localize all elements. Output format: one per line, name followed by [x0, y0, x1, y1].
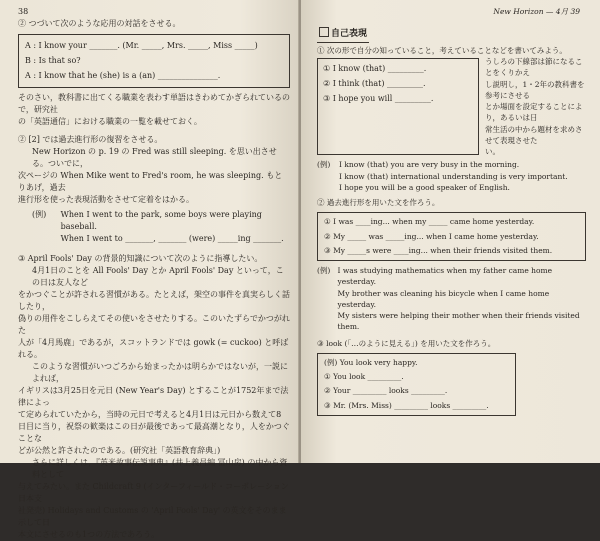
q1-line: ① I know (that) _________. — [323, 64, 427, 73]
paragraph-line: New Horizon の p. 19 の Fred was still sleeping. を思い出させる。ついでに， — [32, 146, 277, 168]
example-line: When I went to _______, _______ (were) _____ing _______. — [60, 233, 284, 243]
q2-line: ③ My _____s were ____ing... when their friends visited them. — [324, 245, 553, 255]
section-square-icon — [319, 27, 329, 37]
left-page — [0, 0, 300, 539]
paragraph-line: 社発売) Holidays and Customs の 'April Fools' Day' の英文をそのまま示して日 — [18, 505, 287, 527]
dialog-box — [18, 34, 290, 88]
paragraph-line: このような習慣がいつごろから始まったかは明らかではないが，一説によれば， — [32, 361, 288, 383]
dialog-line: A : I know your _______. (Mr. _____, Mrs. _____, Miss _____) — [25, 41, 258, 50]
example-label: (例) — [317, 266, 331, 275]
section-title: 自己表現 — [317, 27, 369, 43]
q1-note: うしろの下線部は節になることをくりかえ し説明し，1・2年の教科書を参考にさせる とか場面を設定することにより，あるいは日 常生活の中から題材を求めさせて表現させた い。 — [485, 57, 585, 156]
q2-heading: ② 過去進行形を用いた文を作ろう。 — [317, 198, 440, 207]
q2-box — [317, 212, 586, 261]
q3-line: ③ Mr. (Mrs. Miss) _________ looks _________. — [324, 400, 489, 410]
q3-line: (例) You look very happy. — [324, 357, 418, 367]
example-label: (例) — [32, 209, 47, 219]
q3-line: ① You look _________. — [324, 372, 404, 381]
example-line: When I went to the park, some boys were playing baseball. — [60, 209, 262, 231]
paragraph-line: 本文にさせるのも1つの方法であろう。 — [18, 529, 160, 539]
q1-line: ② I think (that) _________. — [323, 79, 426, 89]
paragraph-line: をかつぐことが許される習慣がある。たとえば，架空の事件を真実らしく話したり， — [18, 289, 290, 311]
dialog-line: B : Is that so? — [25, 56, 81, 66]
running-header: New Horizon — 4月 39 — [493, 7, 580, 16]
paragraph-line: 4月1日のことを All Fools' Day とか April Fools' Day といって，この日は友人など — [32, 265, 284, 287]
instruction-line: ② つづいて次のような応用の対話をさせる。 — [18, 19, 181, 28]
example-line: My brother was cleaning his bicycle when I came home yesterday. — [337, 288, 550, 309]
dialog-line: A : I know that he (she) is a (an) _______________. — [25, 71, 221, 81]
q3-heading: ③ look (「…のように見える」) を用いた文を作ろう。 — [317, 338, 496, 348]
paragraph-line: 次ページの When Mike went to Fred's room, he was sleeping. もとりあげ，過去 — [18, 170, 283, 192]
page-number: 38 — [18, 7, 29, 16]
paragraph-line: そのさい，教科書に出てくる職業を表わす単語はきわめてかぎられているので，研究社 — [18, 92, 290, 114]
paragraph-line: 人が「4月馬鹿」であるが，スコットランドでは gowk (= cuckoo) と呼ばれる。 — [18, 337, 289, 359]
item2-heading: ② [2] では過去進行形の復習をさせる。 — [18, 134, 163, 144]
q2-line: ② My _____ was _____ing... when I came home yesterday. — [324, 231, 539, 241]
q1-line: ③ I hope you will _________. — [323, 94, 434, 104]
paragraph-line: 進行形を使った表現活動をさせて定着をはかる。 — [18, 194, 194, 204]
item3-heading: ③ April Fools' Day の背景的知識について次のように指導したい。 — [18, 253, 263, 263]
paragraph-line: イギリスは3月25日を元日 (New Year's Day) とすることが1752年まで法律によっ — [18, 385, 289, 407]
paragraph-line: の「英語通信」における職業の一覧を載せておく。 — [18, 116, 202, 126]
example-line: My sisters were helping their mother when their friends visited them. — [337, 311, 580, 332]
q1-heading: ① 次の形で自分の知っていること，考えていることなどを書いてみよう。 — [317, 45, 567, 55]
paragraph-line: どが公然と許されたのである。(研究社「英語教育辞典」) — [18, 445, 221, 455]
paragraph-line: て定められていたから，当時の元日で考えると4月1日は元日から数えて8 — [18, 409, 282, 419]
example-line: I know (that) international understanding is very important. — [339, 171, 568, 181]
right-page — [301, 0, 600, 463]
q3-line: ② Your _________ looks _________. — [324, 386, 448, 396]
example-label: (例) — [317, 160, 331, 170]
paragraph-line: 偽りの用件をこしらえてその使いをさせたりする。このいたずらでかつがれた — [18, 313, 290, 335]
q2-line: ① I was ____ing... when my _____ came home yesterday. — [324, 217, 535, 227]
example-line: I was studying mathematics when my father came home yesterday. — [337, 266, 553, 287]
example-line: I hope you will be a good speaker of English. — [339, 182, 510, 192]
paragraph-line: 与えてみたい。また Childcraft 9 (インターフィールド・コーポレーション日本支 — [18, 481, 289, 503]
paragraph-line: 日目に当り，祝祭の歓楽はこの日が最後であって最高潮となり，人をかつぐことな — [18, 421, 290, 443]
example-line: I know (that) you are very busy in the morning. — [339, 160, 520, 170]
q3-box — [317, 353, 516, 416]
paragraph-line: さらに詳しくは，『英米故事伝説事典』(井上義昌編 冨山房) の中から資料として — [32, 457, 288, 479]
q1-box — [317, 58, 479, 155]
